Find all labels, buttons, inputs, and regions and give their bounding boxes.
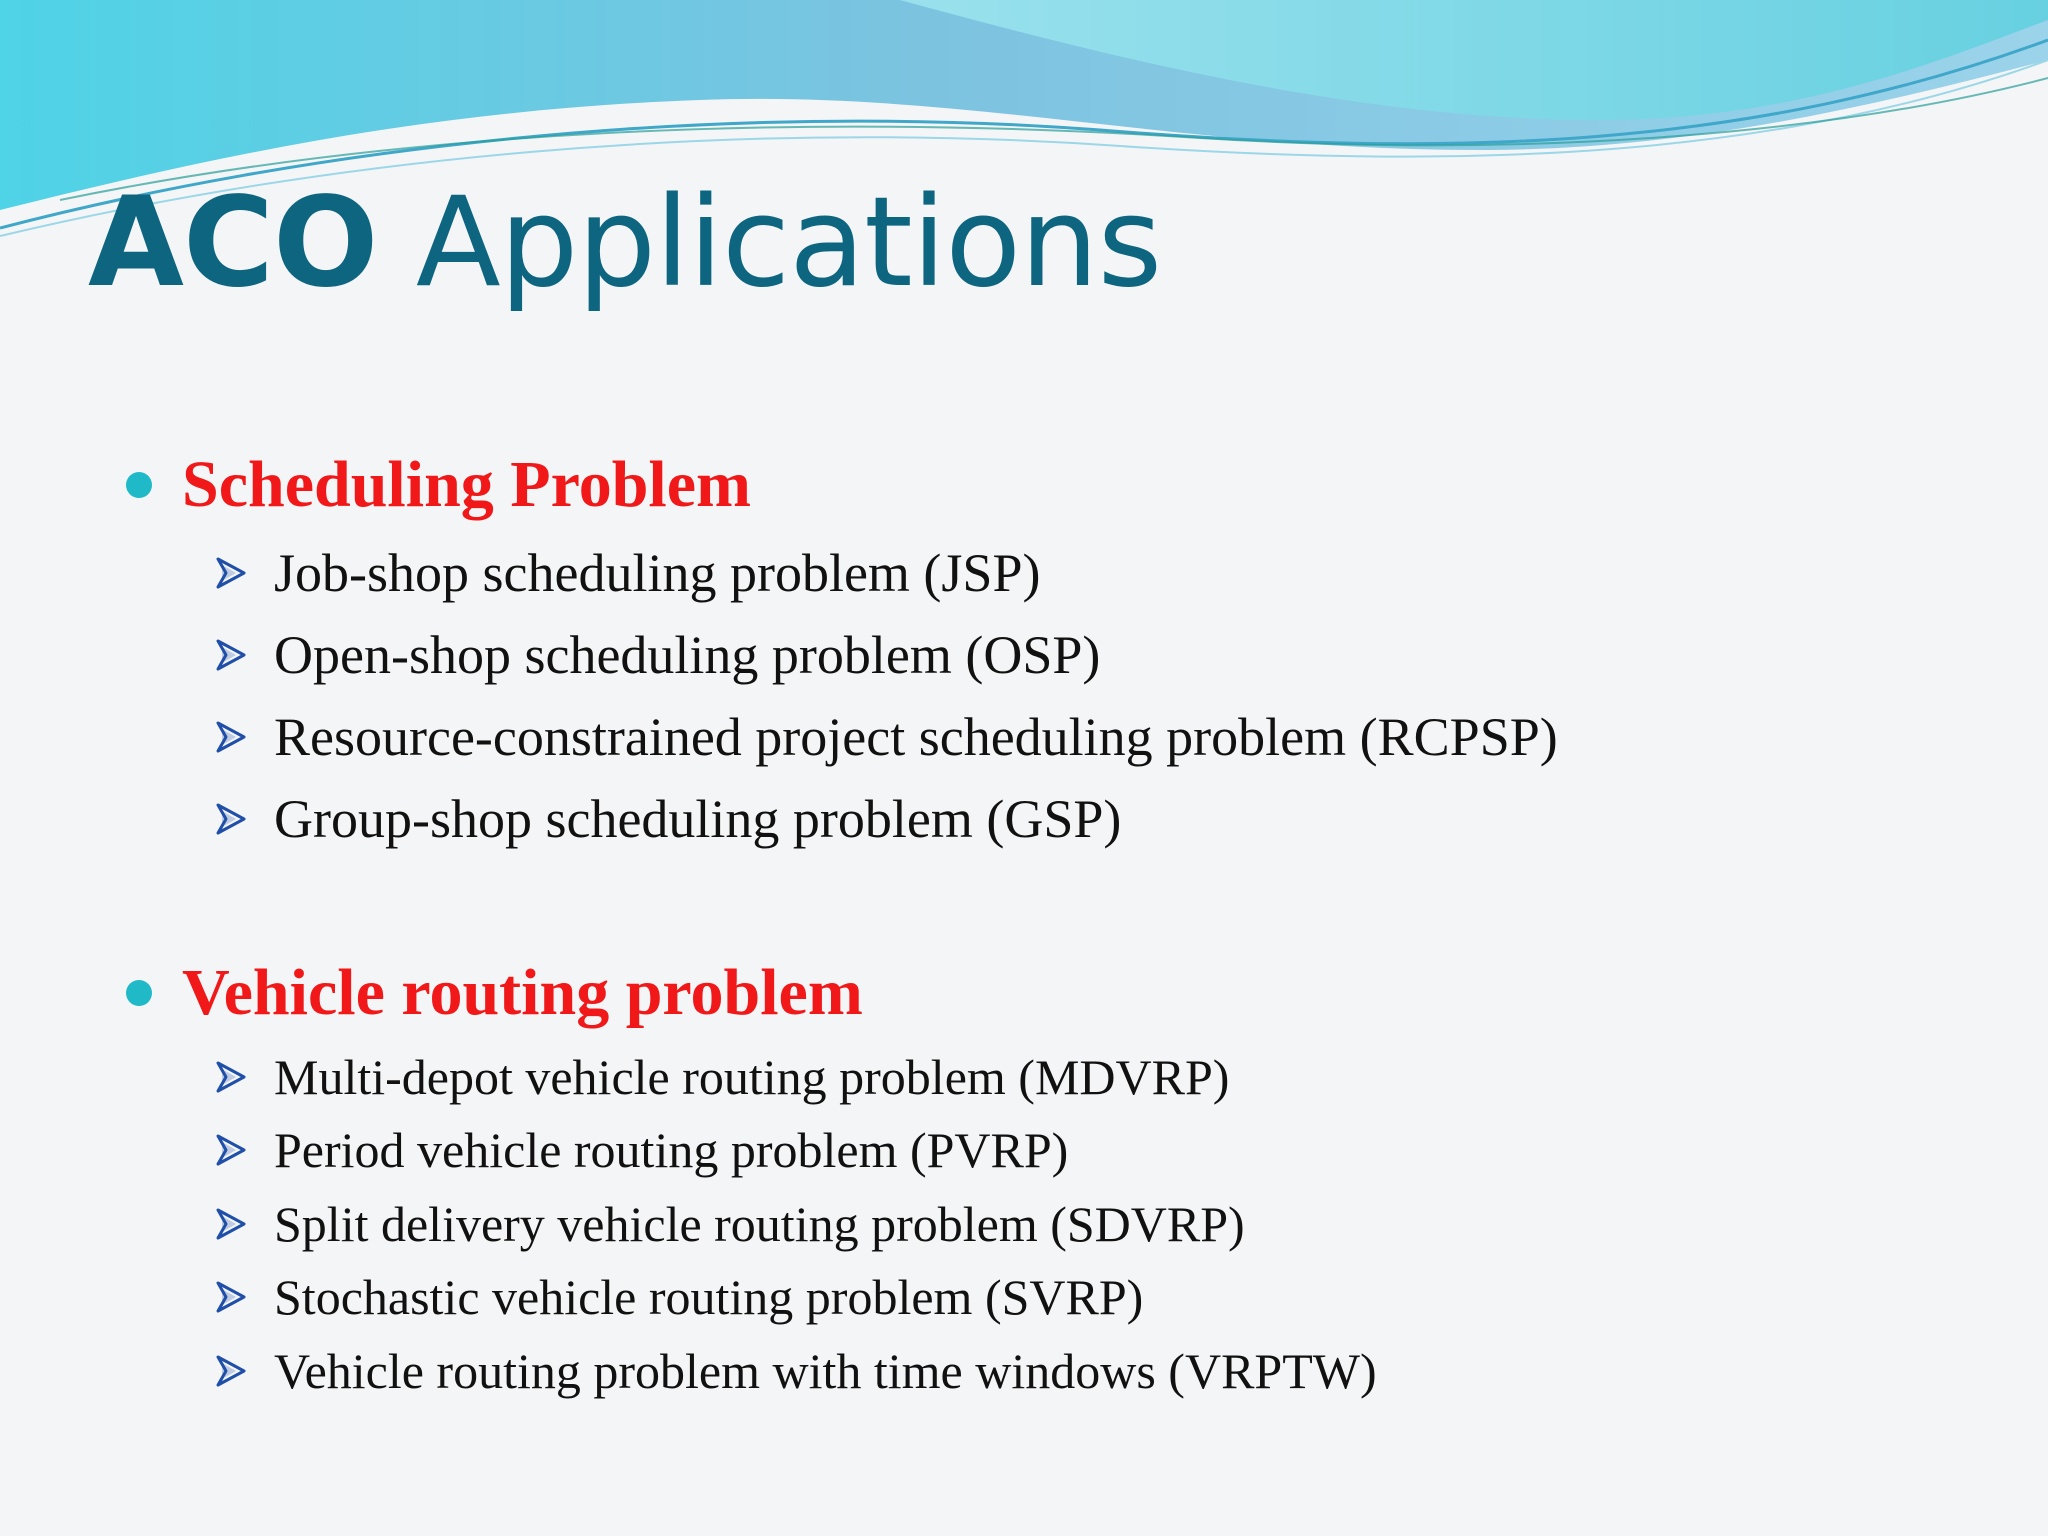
list-item	[214, 778, 1558, 860]
bullet-dot-icon	[126, 472, 152, 498]
arrow-bullet-icon	[214, 719, 248, 755]
section-heading: Vehicle routing problem	[182, 956, 863, 1029]
list-item	[214, 696, 1558, 778]
list-item	[214, 1334, 1377, 1408]
section-heading-row	[126, 450, 1558, 520]
list-item	[214, 1261, 1377, 1335]
section-heading: Scheduling Problem	[182, 448, 752, 521]
slide-title-regular: Applications	[415, 171, 1162, 315]
list-item-text: Group-shop scheduling problem (GSP)	[274, 789, 1122, 849]
arrow-bullet-icon	[214, 1206, 248, 1242]
list-item-text: Open-shop scheduling problem (OSP)	[274, 625, 1101, 685]
list-item-text: Multi-depot vehicle routing problem (MDVRP)	[274, 1048, 1230, 1105]
list-item-text: Period vehicle routing problem (PVRP)	[274, 1122, 1069, 1179]
arrow-bullet-icon	[214, 1279, 248, 1315]
list-item	[214, 614, 1558, 696]
sub-item-list	[214, 532, 1558, 860]
arrow-bullet-icon	[214, 1059, 248, 1095]
list-item	[214, 1114, 1377, 1188]
section-scheduling	[126, 450, 1558, 860]
bullet-dot-icon	[126, 980, 152, 1006]
list-item-text: Split delivery vehicle routing problem (SDVRP)	[274, 1195, 1245, 1252]
list-item-text: Resource-constrained project scheduling problem (RCPSP)	[274, 707, 1558, 767]
list-item	[214, 1040, 1377, 1114]
sub-item-list	[214, 1040, 1377, 1408]
list-item-text: Stochastic vehicle routing problem (SVRP)	[274, 1269, 1144, 1326]
arrow-bullet-icon	[214, 1353, 248, 1389]
slide-title-bold: ACO	[88, 171, 378, 315]
section-vehicle-routing	[126, 958, 1377, 1408]
list-item	[214, 532, 1558, 614]
arrow-bullet-icon	[214, 637, 248, 673]
arrow-bullet-icon	[214, 555, 248, 591]
section-heading-row	[126, 958, 1377, 1028]
list-item	[214, 1187, 1377, 1261]
arrow-bullet-icon	[214, 1132, 248, 1168]
list-item-text: Vehicle routing problem with time windows (VRPTW)	[274, 1342, 1377, 1399]
list-item-text: Job-shop scheduling problem (JSP)	[274, 543, 1041, 603]
arrow-bullet-icon	[214, 801, 248, 837]
slide-title	[88, 168, 1161, 318]
